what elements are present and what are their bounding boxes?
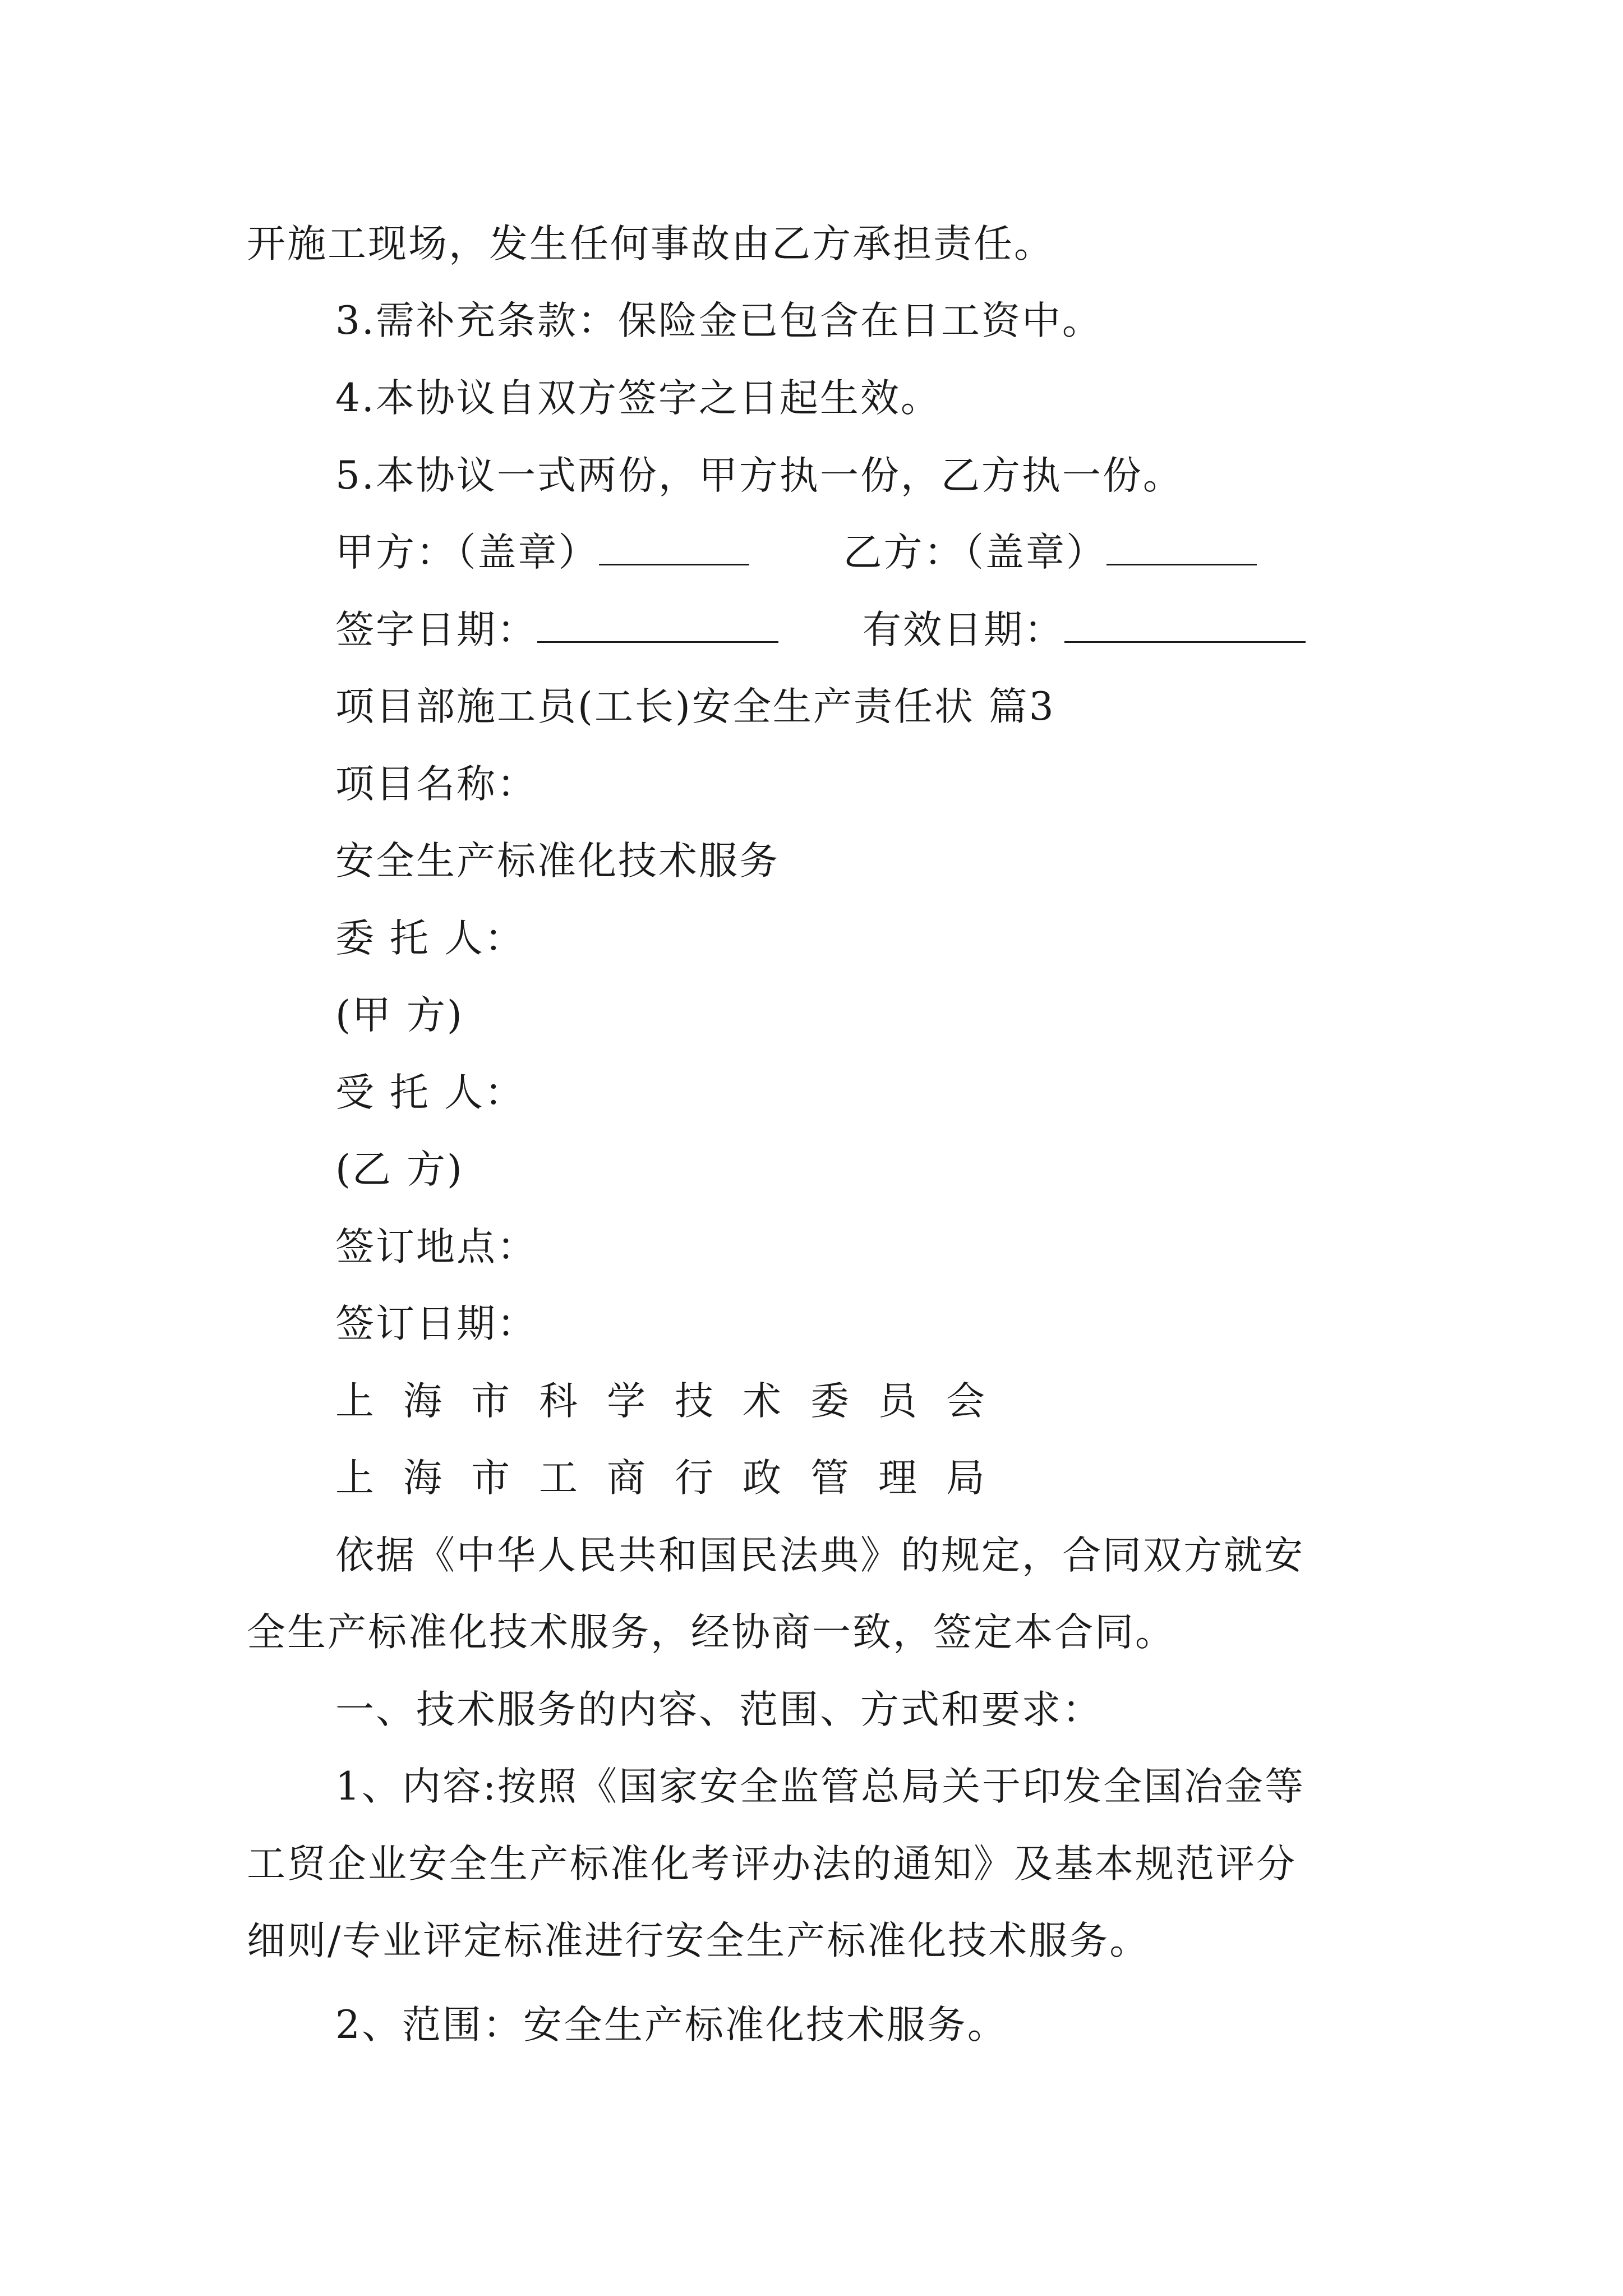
clause-4: 4.本协议自双方签字之日起生效。 bbox=[335, 376, 941, 421]
party-a-blank bbox=[599, 529, 749, 565]
sign-date-label: 签字日期： bbox=[335, 608, 537, 652]
item-1-line-2: 工贸企业安全生产标准化考评办法的通知》及基本规范评分 bbox=[247, 1842, 1297, 1887]
item-1-line-3: 细则/专业评定标准进行安全生产标准化技术服务。 bbox=[247, 1918, 1150, 1963]
project-name-value: 安全生产标准化技术服务 bbox=[335, 839, 780, 884]
clause-5: 5.本协议一式两份，甲方执一份，乙方执一份。 bbox=[335, 453, 1183, 498]
project-name-label: 项目名称： bbox=[335, 762, 537, 807]
paragraph-line: 开施工现场，发生任何事故由乙方承担责任。 bbox=[247, 222, 1054, 266]
client-party: (甲 方) bbox=[335, 993, 464, 1038]
party-signature-row bbox=[335, 524, 1257, 581]
clause-3: 3.需补充条款：保险金已包含在日工资中。 bbox=[335, 298, 1103, 343]
sign-date-blank bbox=[537, 606, 778, 643]
heading-1: 一、技术服务的内容、范围、方式和要求： bbox=[335, 1687, 1103, 1732]
valid-date-blank bbox=[1064, 606, 1306, 643]
item-2: 2、范围：安全生产标准化技术服务。 bbox=[335, 2003, 1008, 2047]
signing-date-label: 签订日期： bbox=[335, 1301, 537, 1346]
client-label: 委 托 人： bbox=[335, 916, 525, 961]
party-a-label: 甲方：（盖章） bbox=[335, 530, 599, 575]
contractor-party: (乙 方) bbox=[335, 1147, 464, 1192]
issuer-1: 上海市科学技术委员会 bbox=[335, 1379, 1014, 1424]
party-b-blank bbox=[1106, 529, 1257, 565]
issuer-2: 上海市工商行政管理局 bbox=[335, 1456, 1014, 1501]
signing-place-label: 签订地点： bbox=[335, 1225, 537, 1269]
date-signature-row bbox=[335, 602, 1306, 658]
intro-line-2: 全生产标准化技术服务，经协商一致，签定本合同。 bbox=[247, 1610, 1175, 1655]
valid-date-label: 有效日期： bbox=[863, 608, 1064, 652]
section-title: 项目部施工员(工长)安全生产责任状 篇3 bbox=[335, 684, 1055, 729]
intro-line-1: 依据《中华人民共和国民法典》的规定，合同双方就安 bbox=[335, 1533, 1304, 1578]
item-1-line-1: 1、内容:按照《国家安全监管总局关于印发全国冶金等 bbox=[335, 1764, 1306, 1809]
party-b-label: 乙方：（盖章） bbox=[843, 530, 1106, 575]
contractor-label: 受 托 人： bbox=[335, 1070, 525, 1115]
